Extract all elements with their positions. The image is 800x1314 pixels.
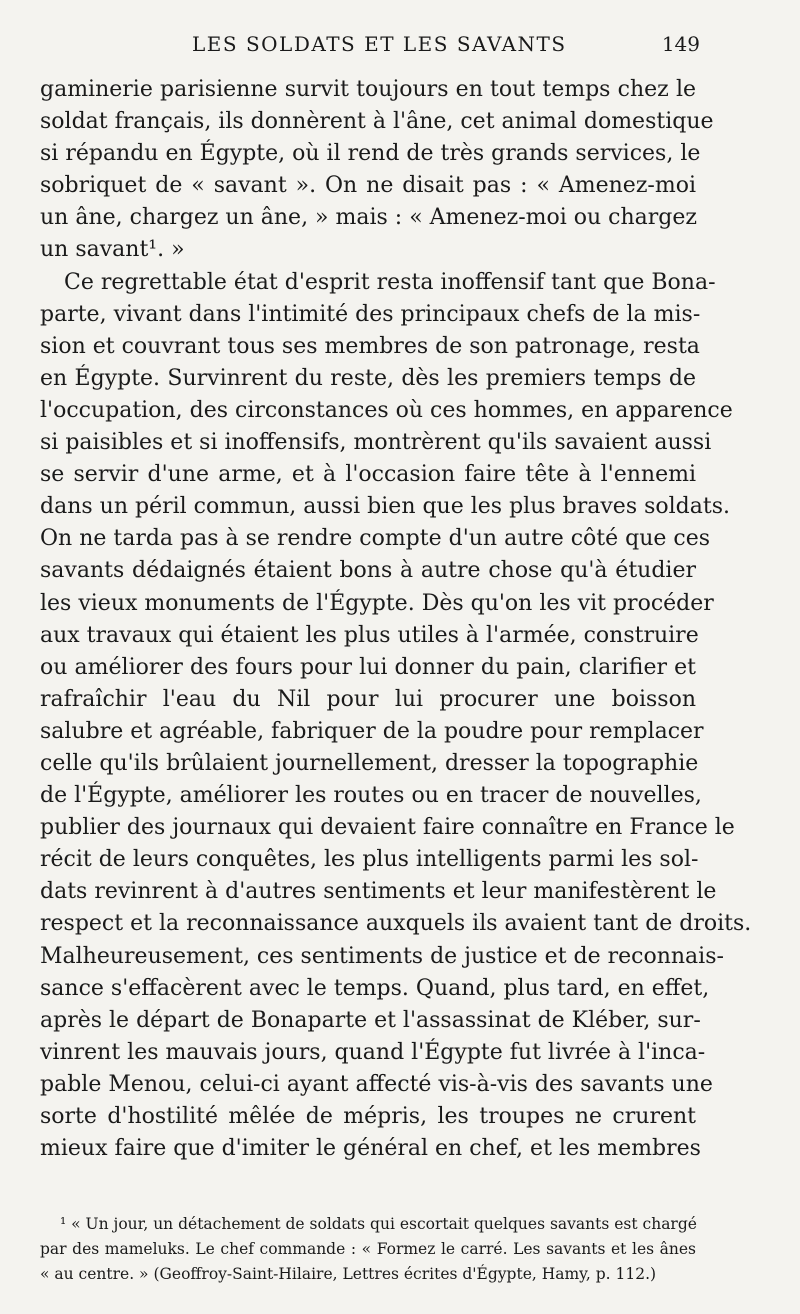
text-line: aux travaux qui étaient les plus utiles à l'armée, construire bbox=[40, 622, 699, 648]
text-line: savants dédaignés étaient bons à autre chose qu'à étudier bbox=[40, 558, 696, 584]
text-line: l'occupation, des circonstances où ces hommes, en apparence bbox=[40, 397, 733, 423]
text-line: soldat français, ils donnèrent à l'âne, cet animal domestique bbox=[40, 109, 714, 135]
text-line: dans un péril commun, aussi bien que les plus braves soldats. bbox=[40, 494, 730, 520]
text-line: récit de leurs conquêtes, les plus intelligents parmi les sol- bbox=[40, 847, 699, 873]
text-line: sion et couvrant tous ses membres de son patronage, resta bbox=[40, 333, 700, 359]
text-line: gaminerie parisienne survit toujours en tout temps chez le bbox=[40, 77, 696, 102]
text-line: de l'Égypte, améliorer les routes ou en tracer de nouvelles, bbox=[40, 783, 702, 809]
page-number: 149 bbox=[661, 32, 700, 56]
footnote-line: par des mameluks. Le chef commande : « Formez le carré. Les savants et les ânes bbox=[40, 1240, 696, 1258]
text-line: sance s'effacèrent avec le temps. Quand, plus tard, en effet, bbox=[40, 975, 710, 1001]
running-head bbox=[40, 32, 700, 62]
text-line: vinrent les mauvais jours, quand l'Égypte fut livrée à l'inca- bbox=[40, 1039, 706, 1065]
footnote-line: ¹ « Un jour, un détachement de soldats qui escortait quelques savants est chargé bbox=[60, 1215, 697, 1233]
text-line: les vieux monuments de l'Égypte. Dès qu'on les vit procéder bbox=[40, 590, 714, 616]
text-line: parte, vivant dans l'intimité des principaux chefs de la mis- bbox=[40, 301, 701, 327]
footnotes bbox=[40, 1212, 696, 1287]
text-line: salubre et agréable, fabriquer de la poudre pour remplacer bbox=[40, 718, 704, 744]
text-line: se servir d'une arme, et à l'occasion faire tête à l'ennemi bbox=[40, 462, 696, 488]
text-line: celle qu'ils brûlaient journellement, dresser la topographie bbox=[40, 750, 699, 776]
footnote-line: « au centre. » (Geoffroy-Saint-Hilaire, Lettres écrites d'Égypte, Hamy, p. 112.) bbox=[40, 1265, 657, 1283]
running-title: LES SOLDATS ET LES SAVANTS bbox=[192, 32, 567, 56]
text-line: publier des journaux qui devaient faire connaître en France le bbox=[40, 815, 735, 841]
text-line: sorte d'hostilité mêlée de mépris, les troupes ne crurent bbox=[40, 1104, 696, 1129]
text-line: en Égypte. Survinrent du reste, dès les premiers temps de bbox=[40, 365, 696, 391]
text-line: ou améliorer des fours pour lui donner du pain, clarifier et bbox=[40, 654, 696, 680]
text-line: rafraîchir l'eau du Nil pour lui procurer une boisson bbox=[40, 686, 696, 712]
text-line: si paisibles et si inoffensifs, montrèrent qu'ils savaient aussi bbox=[40, 430, 712, 456]
text-line: un savant¹. » bbox=[40, 237, 185, 263]
text-line: mieux faire que d'imiter le général en chef, et les membres bbox=[40, 1136, 701, 1162]
text-line: On ne tarda pas à se rendre compte d'un autre côté que ces bbox=[40, 526, 711, 552]
text-line: un âne, chargez un âne, » mais : « Amenez-moi ou chargez bbox=[40, 205, 698, 231]
text-line: sobriquet de « savant ». On ne disait pas : « Amenez-moi bbox=[40, 173, 696, 199]
text-line: Ce regrettable état d'esprit resta inoffensif tant que Bona- bbox=[64, 269, 716, 295]
text-line: respect et la reconnaissance auxquels ils avaient tant de droits. bbox=[40, 911, 752, 937]
text-line: pable Menou, celui-ci ayant affecté vis-à-vis des savants une bbox=[40, 1071, 713, 1097]
text-line: dats revinrent à d'autres sentiments et leur manifestèrent le bbox=[40, 879, 717, 905]
body-text bbox=[40, 74, 752, 1165]
text-line: après le départ de Bonaparte et l'assassinat de Kléber, sur- bbox=[40, 1007, 701, 1033]
text-line: Malheureusement, ces sentiments de justice et de reconnais- bbox=[40, 943, 724, 969]
text-line: si répandu en Égypte, où il rend de très grands services, le bbox=[40, 141, 701, 167]
